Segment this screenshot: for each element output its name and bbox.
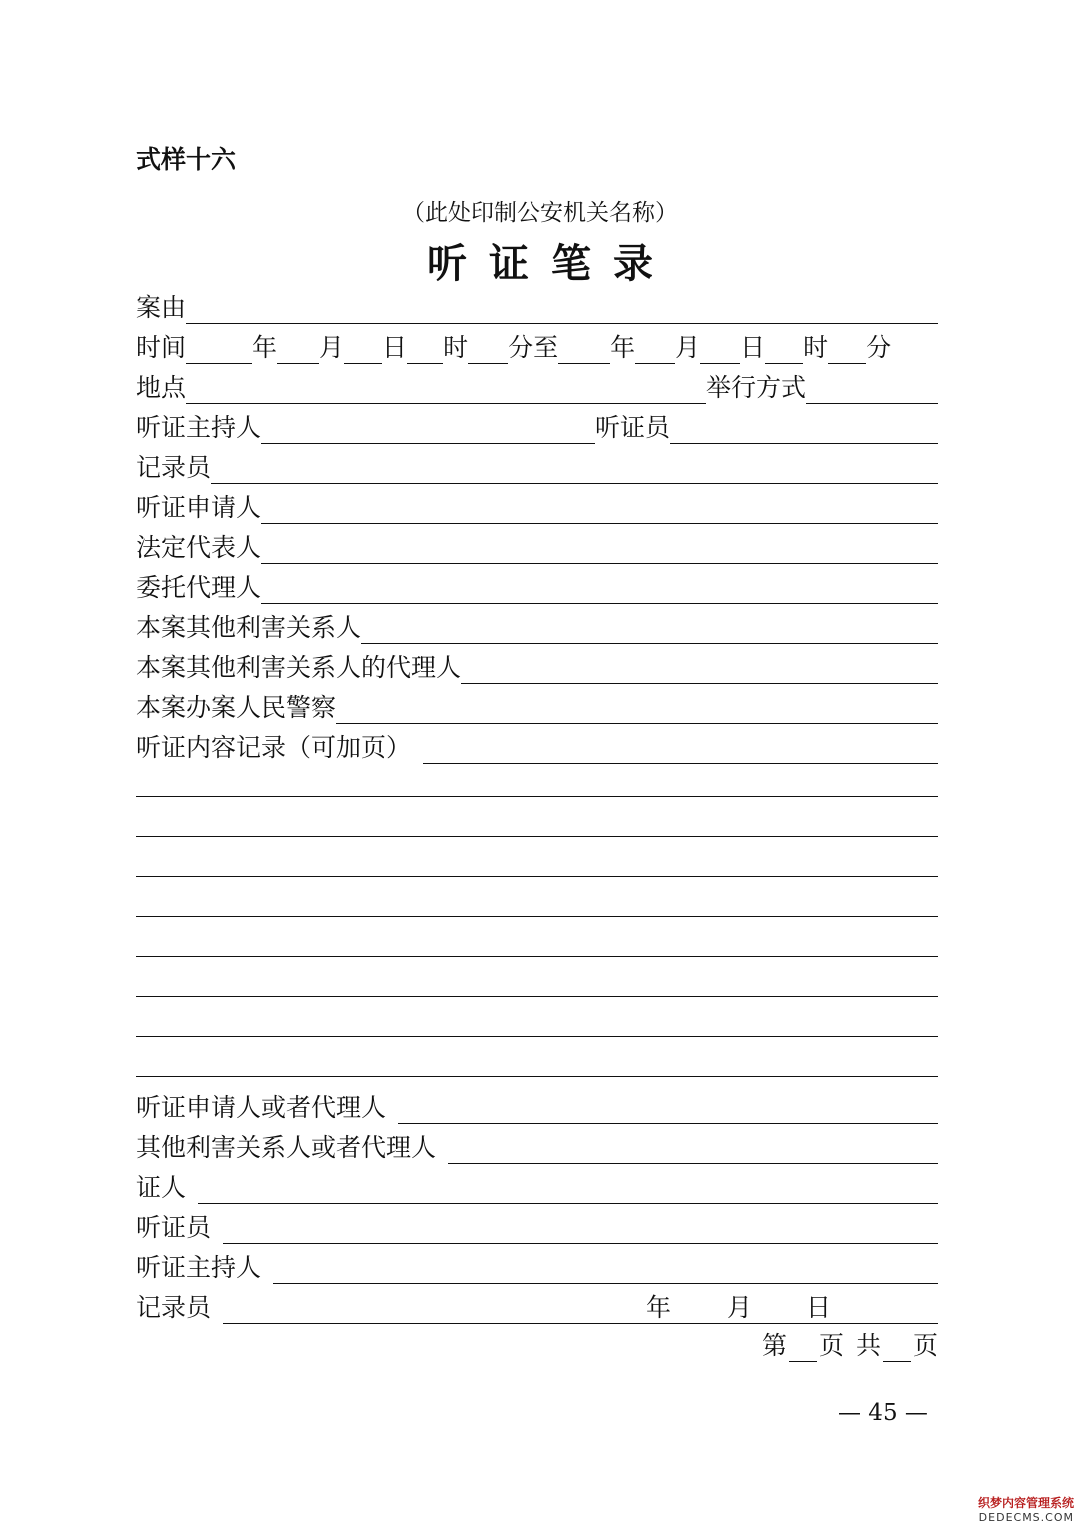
content-line[interactable] bbox=[136, 996, 938, 997]
page-total-label: 共 bbox=[855, 1331, 881, 1360]
unit-day: 日 bbox=[382, 333, 408, 362]
page-label-2: 页 bbox=[912, 1331, 938, 1360]
case-label: 案由 bbox=[136, 293, 187, 322]
sig-applicant-field[interactable] bbox=[398, 1093, 938, 1124]
start-hour-field[interactable] bbox=[407, 333, 443, 364]
unit-minute-2: 分 bbox=[866, 333, 892, 362]
page-current-field[interactable] bbox=[789, 1333, 817, 1362]
sig-witness-row bbox=[136, 1164, 938, 1204]
sig-hearer-field[interactable] bbox=[223, 1213, 938, 1244]
watermark-cn: 织梦内容管理系统 bbox=[977, 1496, 1074, 1510]
content-line[interactable] bbox=[136, 956, 938, 957]
end-day-field[interactable] bbox=[700, 333, 740, 364]
recorder-row bbox=[136, 444, 938, 484]
watermark-en: DEDECMS.COM bbox=[978, 1511, 1074, 1524]
legal-rep-row bbox=[136, 524, 938, 564]
hearer-field[interactable] bbox=[670, 413, 938, 444]
interested-agent-row bbox=[136, 644, 938, 684]
content-line[interactable] bbox=[136, 876, 938, 877]
sig-interested-field[interactable] bbox=[448, 1133, 938, 1164]
content-field[interactable] bbox=[423, 733, 938, 764]
date-year-label: 年 bbox=[646, 1293, 672, 1322]
sig-hearer-row bbox=[136, 1204, 938, 1244]
place-field[interactable] bbox=[186, 373, 706, 404]
sig-host-field[interactable] bbox=[273, 1253, 938, 1284]
host-label: 听证主持人 bbox=[136, 413, 262, 442]
date-month-label: 月 bbox=[727, 1293, 753, 1322]
sig-witness-label: 证人 bbox=[136, 1173, 187, 1202]
place-label: 地点 bbox=[136, 373, 187, 402]
unit-year: 年 bbox=[252, 333, 278, 362]
interested-label: 本案其他利害关系人 bbox=[136, 613, 362, 642]
start-month-field[interactable] bbox=[277, 333, 319, 364]
applicant-row bbox=[136, 484, 938, 524]
host-field[interactable] bbox=[261, 413, 595, 444]
page-count bbox=[762, 1326, 938, 1362]
page-label: 页 bbox=[818, 1331, 844, 1360]
applicant-field[interactable] bbox=[261, 493, 938, 524]
agent-label: 委托代理人 bbox=[136, 573, 262, 602]
sig-interested-row bbox=[136, 1124, 938, 1164]
sig-interested-label: 其他利害关系人或者代理人 bbox=[136, 1133, 437, 1162]
sig-host-row bbox=[136, 1244, 938, 1284]
content-line[interactable] bbox=[136, 1076, 938, 1077]
content-line[interactable] bbox=[136, 796, 938, 797]
legal-rep-field[interactable] bbox=[261, 533, 938, 564]
content-line[interactable] bbox=[136, 836, 938, 837]
start-year-field[interactable] bbox=[186, 333, 252, 364]
end-month-field[interactable] bbox=[635, 333, 675, 364]
method-field[interactable] bbox=[806, 373, 938, 404]
unit-month-2: 月 bbox=[675, 333, 701, 362]
case-field[interactable] bbox=[186, 293, 938, 324]
police-label: 本案办案人民警察 bbox=[136, 693, 337, 722]
page-nth-label: 第 bbox=[761, 1331, 787, 1360]
unit-day-2: 日 bbox=[740, 333, 766, 362]
interested-row bbox=[136, 604, 938, 644]
unit-hour-2: 时 bbox=[803, 333, 829, 362]
hearer-label: 听证员 bbox=[594, 413, 670, 442]
unit-month: 月 bbox=[319, 333, 345, 362]
unit-minute-to: 分至 bbox=[508, 333, 559, 362]
sig-applicant-label: 听证申请人或者代理人 bbox=[136, 1093, 387, 1122]
watermark bbox=[978, 1494, 1074, 1524]
agency-name-placeholder: （此处印制公安机关名称） bbox=[402, 200, 678, 226]
place-row bbox=[136, 364, 938, 404]
interested-agent-field[interactable] bbox=[461, 653, 938, 684]
police-row bbox=[136, 684, 938, 724]
start-day-field[interactable] bbox=[344, 333, 382, 364]
interested-agent-label: 本案其他利害关系人的代理人 bbox=[136, 653, 462, 682]
sig-host-label: 听证主持人 bbox=[136, 1253, 262, 1282]
sig-witness-field[interactable] bbox=[198, 1173, 938, 1204]
date-day-label: 日 bbox=[806, 1293, 832, 1322]
end-year-field[interactable] bbox=[558, 333, 610, 364]
applicant-label: 听证申请人 bbox=[136, 493, 262, 522]
content-line[interactable] bbox=[136, 1036, 938, 1037]
time-row bbox=[136, 324, 938, 364]
page-number: — 45 — bbox=[838, 1400, 928, 1426]
content-line[interactable] bbox=[136, 916, 938, 917]
sig-applicant-row bbox=[136, 1084, 938, 1124]
host-row bbox=[136, 404, 938, 444]
content-label: 听证内容记录（可加页） bbox=[136, 733, 412, 762]
unit-hour: 时 bbox=[443, 333, 469, 362]
document-title: 听证笔录 bbox=[427, 240, 675, 287]
recorder-label: 记录员 bbox=[136, 453, 212, 482]
content-row bbox=[136, 724, 938, 764]
start-minute-field[interactable] bbox=[468, 333, 508, 364]
case-row bbox=[136, 284, 938, 324]
agent-row bbox=[136, 564, 938, 604]
end-hour-field[interactable] bbox=[765, 333, 803, 364]
unit-year-2: 年 bbox=[610, 333, 636, 362]
form-number: 式样十六 bbox=[136, 145, 237, 174]
interested-field[interactable] bbox=[361, 613, 938, 644]
end-minute-field[interactable] bbox=[828, 333, 866, 364]
legal-rep-label: 法定代表人 bbox=[136, 533, 262, 562]
sig-hearer-label: 听证员 bbox=[136, 1213, 212, 1242]
time-label: 时间 bbox=[136, 333, 187, 362]
page-total-field[interactable] bbox=[883, 1333, 911, 1362]
sig-recorder-label: 记录员 bbox=[136, 1293, 212, 1322]
method-label: 举行方式 bbox=[705, 373, 806, 402]
agent-field[interactable] bbox=[261, 573, 938, 604]
police-field[interactable] bbox=[336, 693, 938, 724]
recorder-field[interactable] bbox=[211, 453, 938, 484]
